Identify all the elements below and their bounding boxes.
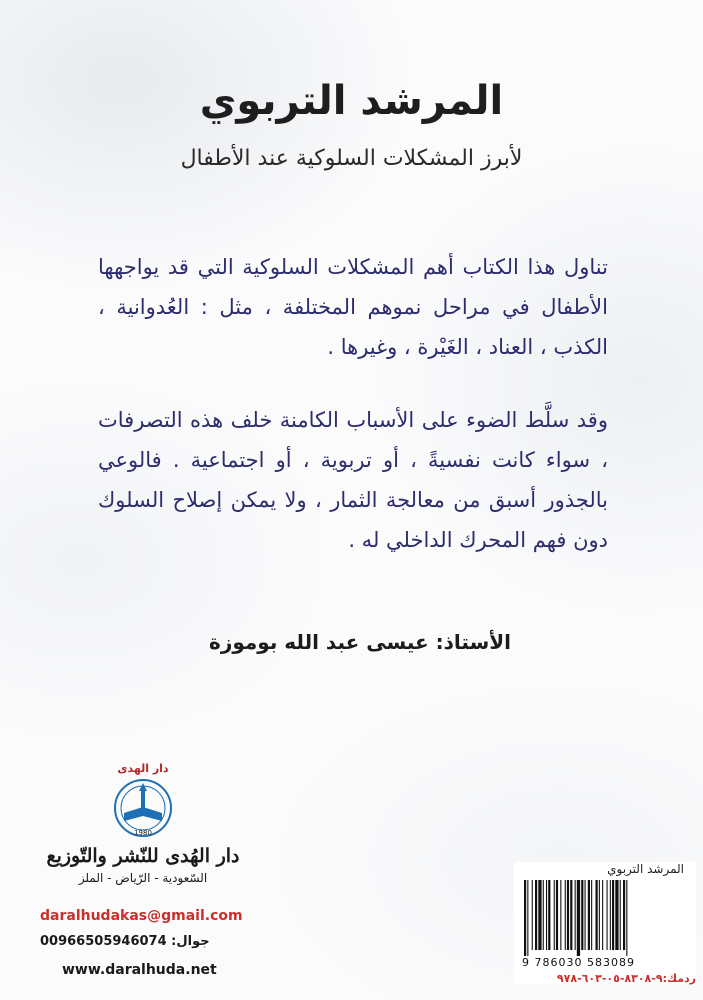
barcode-bar — [532, 880, 533, 950]
barcode-bar — [620, 880, 621, 950]
barcode-bar — [607, 880, 608, 950]
barcode-bar — [585, 880, 586, 950]
barcode-bar — [575, 880, 576, 950]
barcode-panel — [514, 862, 696, 984]
publisher-email: daralhudakas@gmail.com — [40, 908, 243, 924]
barcode-bar — [623, 880, 625, 950]
barcode-bar — [524, 880, 526, 956]
description-paragraph-2: وقد سلَّط الضوء على الأسباب الكامنة خلف هذه التصرفات ، سواء كانت نفسيةً ، أو تربوية ، أو اجتماعية . فالوعي بالجذور أسبق من معالجة الثمار ، ولا يمكن إصلاح السلوك دون فهم المحرك الداخلي له . — [98, 408, 608, 552]
publisher-year: 1980 — [134, 829, 152, 837]
barcode-bar — [560, 880, 561, 950]
barcode-bar — [554, 880, 555, 950]
publisher-location: السّعودية - الرّياض - الملز — [78, 871, 208, 885]
barcode-bar — [527, 880, 528, 956]
barcode-bar — [610, 880, 611, 950]
publisher-website: www.daralhuda.net — [62, 962, 217, 978]
publisher-name: دار الهُدى للنّشر والتّوزيع — [46, 845, 240, 867]
barcode-bar — [626, 880, 627, 956]
barcode-bar — [548, 880, 550, 950]
barcode-digits: 9 786030 583089 — [522, 956, 635, 969]
isbn-number: ردمك:٩-٨٣٠٨-٠٥-٦٠٣-٩٧٨ — [556, 972, 696, 985]
publisher-phone: جوال: 00966505946074 — [40, 934, 210, 949]
book-subtitle: لأبرز المشكلات السلوكية عند الأطفال — [180, 146, 523, 171]
barcode-bar — [565, 880, 566, 950]
barcode-bar — [599, 880, 600, 950]
barcode-bar — [581, 880, 583, 950]
barcode-book-title: المرشد التربوي — [607, 862, 684, 876]
barcode-bar — [570, 880, 572, 950]
publisher-block — [28, 762, 258, 885]
barcode-bar — [615, 880, 618, 950]
isbn-barcode-icon — [520, 880, 690, 956]
barcode-bar — [546, 880, 547, 950]
barcode-bar — [535, 880, 537, 950]
barcode-bar — [577, 880, 580, 956]
barcode-bar — [596, 880, 598, 950]
barcode-bar — [602, 880, 603, 950]
author-name: الأستاذ: عيسى عبد الله بوموزة — [209, 630, 511, 654]
barcode-bar — [543, 880, 544, 950]
description-paragraph-1: تناول هذا الكتاب أهم المشكلات السلوكية التي قد يواجهها الأطفال في مراحل نموهم المختلفة ، مثل : العُدوانية ، الكذب ، العناد ، الغَيْرة ، وغيرها . — [98, 255, 608, 359]
barcode-bar — [588, 880, 590, 950]
barcode-bar — [567, 880, 569, 950]
publisher-emblem-icon — [112, 777, 174, 839]
barcode-bar — [612, 880, 614, 950]
publisher-mini-logo: دار الهدى — [117, 762, 169, 775]
book-title: المرشد التربوي — [199, 78, 504, 124]
barcode-bar — [556, 880, 558, 950]
barcode-bar — [538, 880, 541, 950]
barcode-bar — [591, 880, 592, 950]
